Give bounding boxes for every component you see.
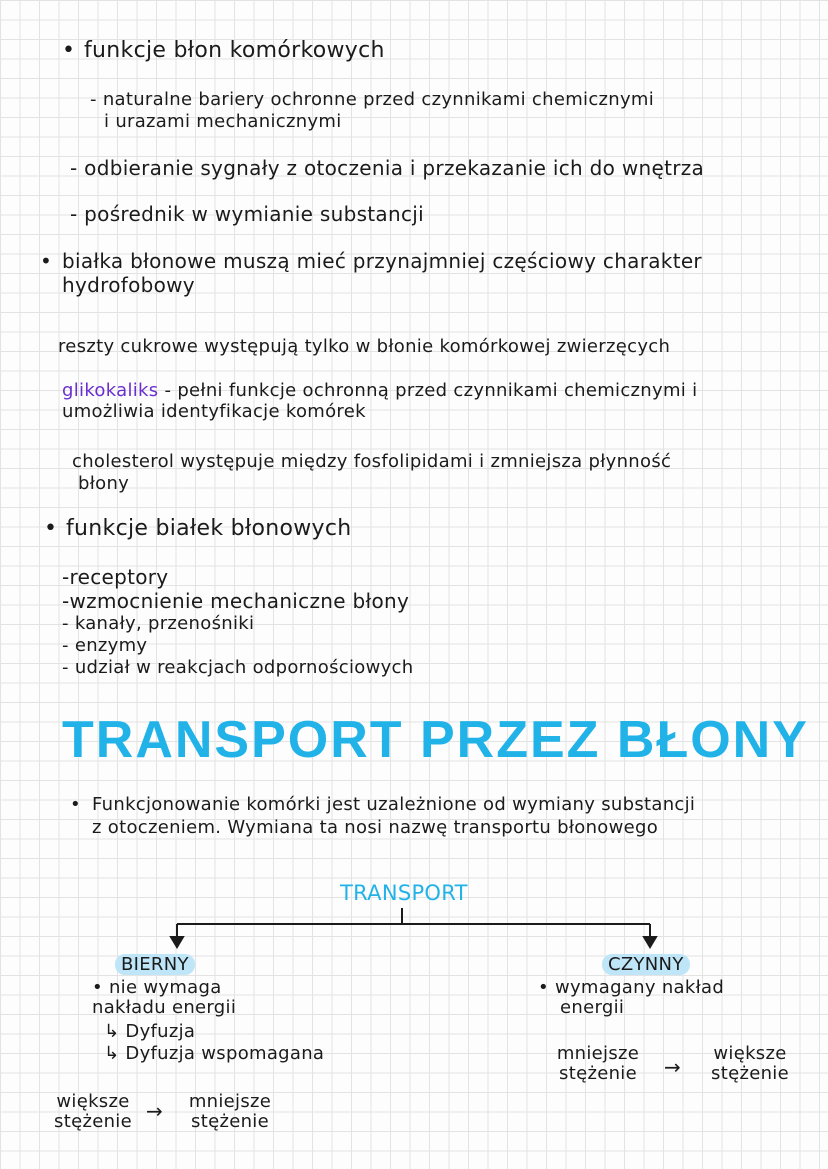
protein-function-item: - udział w reakcjach odpornościowych xyxy=(62,657,414,678)
passive-label-highlight: BIERNY xyxy=(115,954,195,975)
proteins-note-line-2: hydrofobowy xyxy=(62,273,195,297)
right-arrowhead xyxy=(644,937,656,947)
membrane-functions-heading: • funkcje błon komórkowych xyxy=(84,40,385,62)
active-line-1: • wymagany nakład xyxy=(538,977,725,998)
cholesterol-line-2: błony xyxy=(78,473,130,494)
passive-line-2: nakładu energii xyxy=(92,997,237,1018)
transport-intro-line-1: • Funkcjonowanie komórki jest uzależnione od wymiany substancji xyxy=(92,795,695,815)
glycocalyx-line-2: umożliwia identyfikacje komórek xyxy=(62,401,366,422)
passive-from: większe stężenie xyxy=(54,1091,132,1132)
membrane-function-item-1-cont: i urazami mechanicznymi xyxy=(104,111,342,132)
cholesterol-line-1: cholesterol występuje między fosfolipidami i zmniejsza płynność xyxy=(72,451,672,472)
membrane-function-item-1: - naturalne bariery ochronne przed czynnikami chemicznymi xyxy=(90,89,655,110)
diagram-root-label: TRANSPORT xyxy=(340,881,468,905)
protein-function-item: -receptory xyxy=(62,565,169,589)
membrane-function-item-2: - odbieranie sygnały z otoczenia i przekazanie ich do wnętrza xyxy=(70,156,705,180)
passive-sub-2: ↳ Dyfuzja wspomagana xyxy=(104,1043,325,1064)
glycocalyx-definition: - pełni funkcje ochronną przed czynnikami chemicznymi i xyxy=(164,380,698,401)
passive-label xyxy=(115,954,195,976)
passive-line-1: • nie wymaga xyxy=(92,977,222,998)
transport-intro-line-2: z otoczeniem. Wymiana ta nosi nazwę transportu błonowego xyxy=(92,817,659,838)
protein-function-item: -wzmocnienie mechaniczne błony xyxy=(62,589,410,613)
glycocalyx-term: glikokaliks xyxy=(62,380,159,401)
active-arrow: → xyxy=(664,1055,682,1079)
sugar-note: reszty cukrowe występują tylko w błonie komórkowej zwierzęcych xyxy=(58,336,671,357)
active-label-highlight: CZYNNY xyxy=(602,954,690,975)
passive-sub-1: ↳ Dyfuzja xyxy=(104,1021,196,1042)
passive-arrow: → xyxy=(146,1099,164,1123)
protein-function-item: - kanały, przenośniki xyxy=(62,613,255,634)
active-from: mniejsze stężenie xyxy=(556,1043,640,1084)
protein-functions-heading: • funkcje białek błonowych xyxy=(66,518,352,540)
active-to: większe stężenie xyxy=(711,1043,789,1084)
left-arrowhead xyxy=(171,937,183,947)
transport-title: TRANSPORT PRZEZ BŁONY xyxy=(62,711,809,769)
membrane-function-item-3: - pośrednik w wymianie substancji xyxy=(70,202,424,226)
passive-to: mniejsze stężenie xyxy=(188,1091,272,1132)
protein-function-item: - enzymy xyxy=(62,635,148,656)
active-label xyxy=(602,954,690,976)
active-line-2: energii xyxy=(560,997,625,1018)
proteins-note-line-1: • białka błonowe muszą mieć przynajmniej częściowy charakter xyxy=(62,250,702,272)
